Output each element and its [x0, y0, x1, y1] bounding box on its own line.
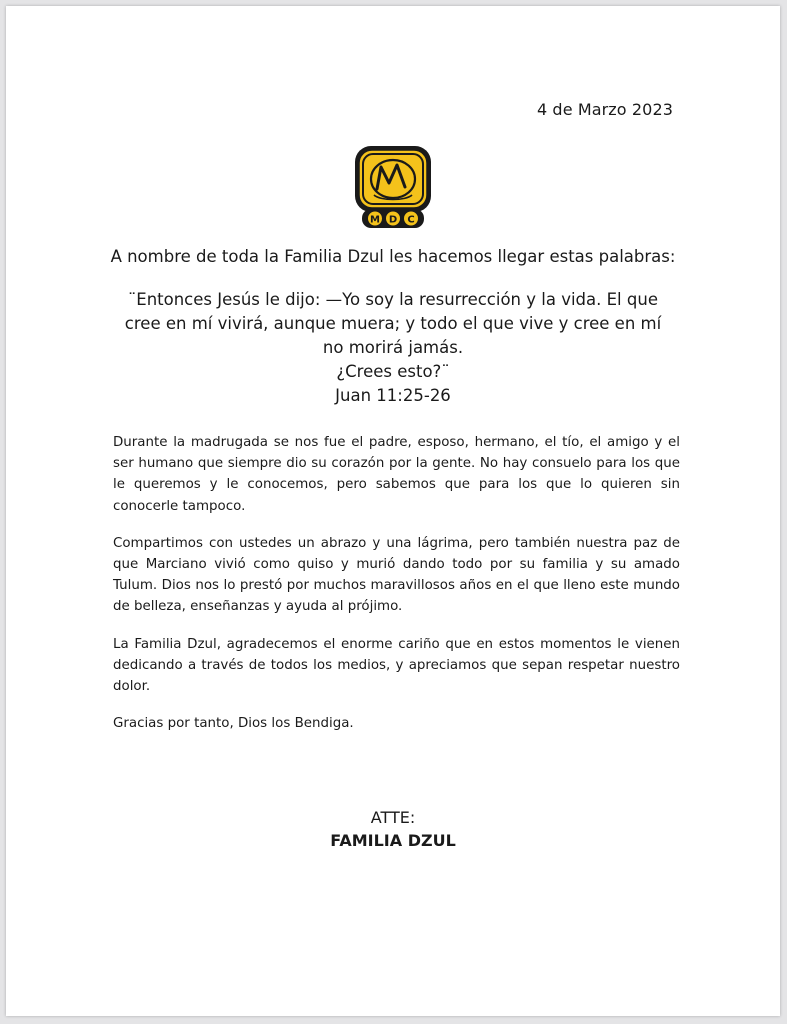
- letter-page: [6, 6, 780, 1016]
- closing-block: [6, 808, 780, 850]
- svg-text:C: C: [407, 214, 415, 226]
- letter-body: [113, 432, 680, 750]
- paragraph: Gracias por tanto, Dios los Bendiga.: [113, 716, 354, 732]
- bible-verse: [106, 288, 680, 408]
- verse-line: no morirá jamás.: [322, 338, 464, 357]
- verse-line: ¨Entonces Jesús le dijo: —Yo soy la resurrección y la vida. El que: [128, 290, 658, 309]
- mdc-logo-graphic: [350, 143, 436, 231]
- paragraph: La Familia Dzul, agradecemos el enorme cariño que en estos momentos le vienen dedicando a través de todos los medios, y apreciamos que sepan respetar nuestro dolor.: [113, 636, 680, 695]
- mdc-logo-icon: [350, 143, 436, 231]
- verse-line: ¿Crees esto?¨: [336, 362, 450, 381]
- svg-text:D: D: [388, 214, 398, 226]
- letter-date: 4 de Marzo 2023: [536, 100, 673, 119]
- svg-text:M: M: [370, 214, 380, 226]
- closing-atte: ATTE:: [370, 808, 416, 827]
- paragraph: Durante la madrugada se nos fue el padre, esposo, hermano, el tío, el amigo y el ser humano que siempre dio su corazón por la gente. No hay consuelo para los que le queremos y le conocemos, pero sabemos que para los que lo quieren sin conocerle tampoco.: [113, 435, 680, 514]
- verse-reference: Juan 11:25-26: [335, 386, 451, 405]
- paragraph: Compartimos con ustedes un abrazo y una lágrima, pero también nuestra paz de que Marciano vivió como quiso y murió dando todo por su familia y su amado Tulum. Dios nos lo prestó por muchos maravillosos años en el que lleno este mundo de belleza, enseñanzas y ayuda al prójimo.: [113, 535, 680, 615]
- verse-line: cree en mí vivirá, aunque muera; y todo el que vive y cree en mí: [124, 314, 662, 333]
- signer-name: FAMILIA DZUL: [330, 831, 456, 850]
- intro-line: A nombre de toda la Familia Dzul les hacemos llegar estas palabras:: [110, 247, 676, 266]
